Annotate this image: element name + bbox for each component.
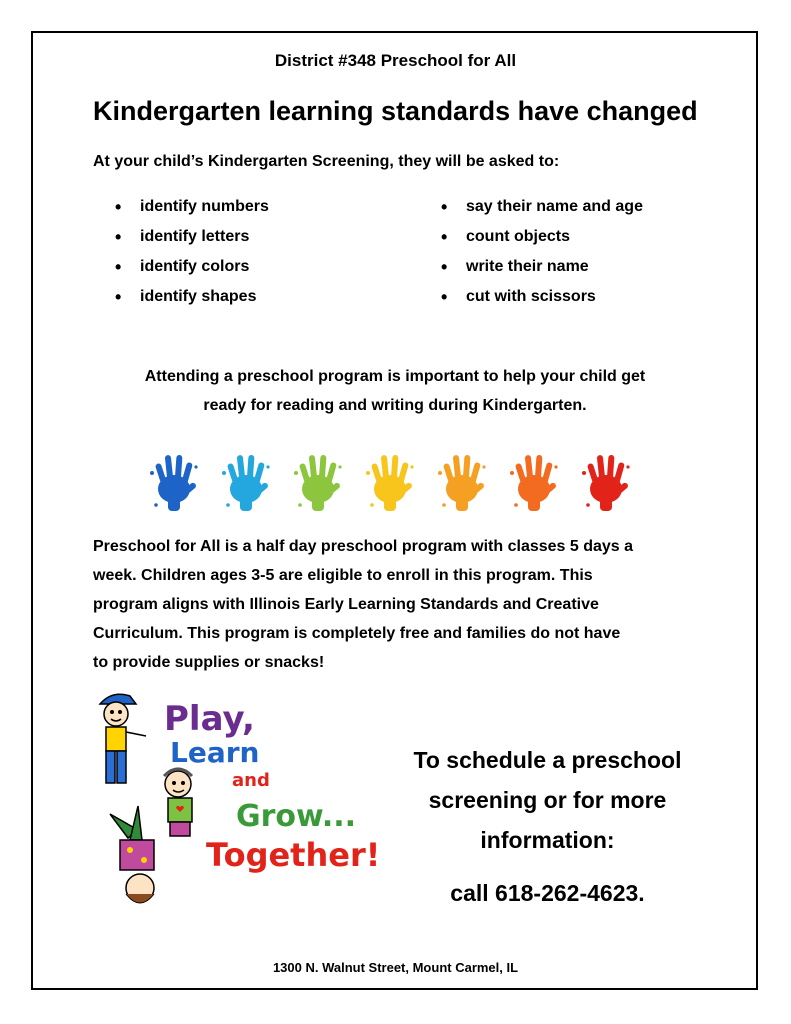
description-line: Curriculum. This program is completely free and families do not have bbox=[93, 625, 621, 642]
callout-line: information: bbox=[480, 827, 615, 853]
description-line: Preschool for All is a half day preschool program with classes 5 days a bbox=[93, 538, 634, 555]
child-figure-icon bbox=[164, 769, 192, 836]
description-line: program aligns with Illinois Early Learning Standards and Creative bbox=[93, 596, 599, 613]
callout-line: To schedule a preschool bbox=[413, 747, 682, 773]
child-figure-icon bbox=[110, 806, 154, 903]
description-line: week. Children ages 3-5 are eligible to enroll in this program. This bbox=[93, 567, 593, 584]
handprints-image bbox=[138, 447, 648, 519]
list-item: • write their name bbox=[441, 256, 643, 286]
schedule-callout bbox=[395, 740, 700, 907]
description-line: to provide supplies or snacks! bbox=[93, 654, 325, 671]
logo-word: Together! bbox=[206, 836, 381, 874]
district-heading: District #348 Preschool for All bbox=[274, 51, 517, 70]
handprint-icon bbox=[438, 455, 486, 511]
logo-word: Grow... bbox=[236, 799, 357, 834]
list-item: • identify colors bbox=[115, 256, 269, 286]
intro-text: At your child’s Kindergarten Screening, they will be asked to: bbox=[93, 153, 560, 170]
program-description bbox=[93, 532, 703, 677]
skills-list-right bbox=[441, 196, 643, 316]
address-footer: 1300 N. Walnut Street, Mount Carmel, IL bbox=[272, 960, 519, 975]
attend-statement bbox=[93, 362, 697, 420]
handprint-icon bbox=[150, 455, 198, 511]
list-item: • identify letters bbox=[115, 226, 269, 256]
phone-number: call 618-262-4623. bbox=[450, 880, 645, 906]
attend-line: Attending a preschool program is important to help your child get bbox=[144, 368, 646, 385]
skills-list-left bbox=[115, 196, 269, 316]
page-title: Kindergarten learning standards have changed bbox=[93, 96, 698, 126]
list-item: • identify numbers bbox=[115, 196, 269, 226]
handprint-icon bbox=[222, 455, 270, 511]
logo-word: Play, bbox=[164, 699, 255, 739]
handprint-icon bbox=[510, 455, 558, 511]
list-item: • identify shapes bbox=[115, 286, 269, 316]
attend-line: ready for reading and writing during Kindergarten. bbox=[203, 397, 587, 414]
logo-word: Learn bbox=[170, 736, 260, 769]
list-item: • cut with scissors bbox=[441, 286, 643, 316]
list-item: • count objects bbox=[441, 226, 643, 256]
child-figure-icon bbox=[100, 694, 146, 783]
handprint-icon bbox=[294, 455, 342, 511]
list-item: • say their name and age bbox=[441, 196, 643, 226]
handprint-icon bbox=[582, 455, 630, 511]
logo-word: and bbox=[232, 770, 270, 791]
play-learn-grow-logo bbox=[90, 690, 390, 918]
handprint-icon bbox=[366, 455, 414, 511]
callout-line: screening or for more bbox=[428, 787, 667, 813]
